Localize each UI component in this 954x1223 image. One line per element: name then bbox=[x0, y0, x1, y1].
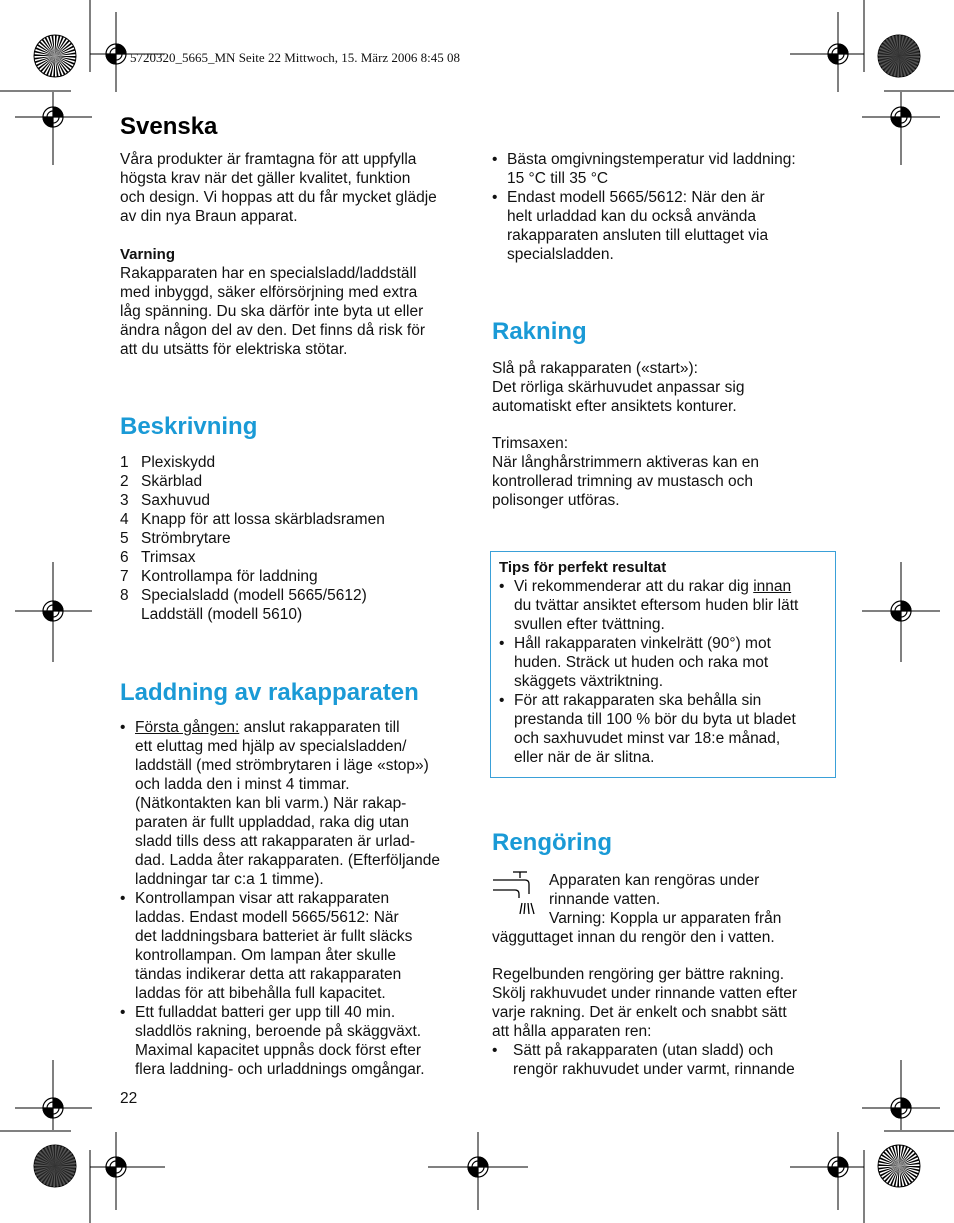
item-number: 7 bbox=[120, 568, 129, 585]
text-line: Bästa omgivningstemperatur vid laddning: bbox=[507, 151, 796, 168]
text-line: 15 °C till 35 °C bbox=[507, 170, 609, 187]
shaving-heading: Rakning bbox=[492, 318, 587, 345]
cleaning-warning-line: vägguttaget innan du rengör den i vatten. bbox=[492, 929, 775, 946]
bullet: • bbox=[492, 1042, 498, 1059]
text-line: automatiskt efter ansiktets konturer. bbox=[492, 398, 737, 415]
text-line: laddställ (med strömbrytaren i läge «stop») bbox=[135, 757, 429, 774]
charging-heading: Laddning av rakapparaten bbox=[120, 679, 419, 706]
bullet: • bbox=[120, 1004, 126, 1021]
list-item bbox=[492, 150, 796, 188]
text-line: tändas indikerar detta att rakapparaten bbox=[135, 966, 402, 983]
text-line: laddas. Endast modell 5665/5612: När bbox=[135, 909, 399, 926]
list-item bbox=[120, 453, 385, 472]
shaving-paragraph bbox=[492, 359, 744, 416]
bullet: • bbox=[499, 578, 505, 595]
description-heading: Beskrivning bbox=[120, 413, 258, 440]
list-item bbox=[120, 472, 385, 491]
text-line: Varning: Koppla ur apparaten från bbox=[549, 910, 782, 927]
text-line: att hålla apparaten ren: bbox=[492, 1023, 652, 1040]
parts-list bbox=[120, 453, 385, 624]
text-line: Håll rakapparaten vinkelrätt (90°) mot bbox=[514, 635, 771, 652]
text-line: Rakapparaten har en specialsladd/laddställ bbox=[120, 265, 417, 282]
starburst-mark-icon bbox=[34, 1145, 76, 1187]
tips-heading: Tips för perfekt resultat bbox=[499, 559, 667, 576]
text-line: laddas för att bibehålla full kapacitet. bbox=[135, 985, 386, 1002]
text-line: Endast modell 5665/5612: När den är bbox=[507, 189, 765, 206]
text-line: varje rakning. Det är enkelt och snabbt sätt bbox=[492, 1004, 787, 1021]
item-label: Specialsladd (modell 5665/5612) bbox=[141, 587, 367, 604]
text-line: flera laddning- och urladdnings omgångar. bbox=[135, 1061, 425, 1078]
text-line: huden. Sträck ut huden och raka mot bbox=[514, 654, 769, 671]
charging-list bbox=[120, 718, 440, 1079]
page-title: Svenska bbox=[120, 113, 218, 140]
text-line: dad. Ladda åter rakapparaten. (Efterföljande bbox=[135, 852, 441, 869]
text-line: ett eluttag med hjälp av specialsladden/ bbox=[135, 738, 407, 755]
left-column bbox=[120, 113, 470, 141]
text-line: Slå på rakapparaten («start»): bbox=[492, 360, 698, 377]
page-number: 22 bbox=[120, 1090, 138, 1107]
text-line: sladd tills dess att rakapparaten är urlad- bbox=[135, 833, 416, 850]
text-line: och ladda den i minst 4 timmar. bbox=[135, 776, 350, 793]
text-line: Vi rekommenderar att du rakar dig bbox=[514, 578, 754, 595]
item-number bbox=[120, 605, 141, 624]
text-line: (Nätkontakten kan bli varm.) När rakap- bbox=[135, 795, 407, 812]
text-line: och design. Vi hoppas att du får mycket glädje bbox=[120, 189, 437, 206]
text-line: och saxhuvudet minst var 18:e månad, bbox=[514, 730, 781, 747]
list-item bbox=[499, 577, 798, 634]
text-line: Trimsaxen: bbox=[492, 435, 569, 452]
item-label: Kontrollampa för laddning bbox=[141, 568, 318, 585]
starburst-mark-icon bbox=[878, 1145, 920, 1187]
item-label: Skärblad bbox=[141, 473, 203, 490]
text-line: helt urladdad kan du också använda bbox=[507, 208, 757, 225]
list-item bbox=[120, 1003, 440, 1079]
text-line: det laddningsbara batteriet är fullt släcks bbox=[135, 928, 413, 945]
text-line: ändra någon del av den. Det finns då risk för bbox=[120, 322, 426, 339]
text-line: av din nya Braun apparat. bbox=[120, 208, 298, 225]
bullet: • bbox=[499, 692, 505, 709]
bullet: • bbox=[120, 719, 126, 736]
list-item bbox=[492, 1041, 797, 1079]
text-line: att du utsätts för elektriska stötar. bbox=[120, 341, 348, 358]
item-number: 3 bbox=[120, 492, 129, 509]
text-line: För att rakapparaten ska behålla sin bbox=[514, 692, 762, 709]
item-number: 1 bbox=[120, 454, 129, 471]
list-item bbox=[120, 567, 385, 586]
starburst-mark-icon bbox=[34, 35, 76, 77]
item-number: 5 bbox=[120, 530, 129, 547]
text-line: anslut rakapparaten till bbox=[239, 719, 400, 736]
cleaning-paragraph bbox=[492, 965, 797, 1079]
text-line: med inbyggd, säker elförsörjning med extra bbox=[120, 284, 418, 301]
list-item bbox=[492, 188, 796, 264]
item-label: Trimsax bbox=[141, 549, 196, 566]
text-line: du tvättar ansiktet eftersom huden blir lätt bbox=[514, 597, 799, 614]
list-item bbox=[120, 491, 385, 510]
bullet: • bbox=[492, 189, 498, 206]
trimmer-paragraph bbox=[492, 434, 759, 510]
tips-content bbox=[499, 558, 798, 767]
text-line: Det rörliga skärhuvudet anpassar sig bbox=[492, 379, 745, 396]
bullet: • bbox=[120, 890, 126, 907]
text-line: laddningar tar c:a 1 timme). bbox=[135, 871, 324, 888]
text-line: Ett fulladdat batteri ger upp till 40 min. bbox=[135, 1004, 396, 1021]
text-line: skäggets växtriktning. bbox=[514, 673, 664, 690]
text-line: Skölj rakhuvudet under rinnande vatten efter bbox=[492, 985, 798, 1002]
charging-continued-list bbox=[492, 150, 796, 264]
list-item bbox=[120, 529, 385, 548]
item-label: Saxhuvud bbox=[141, 492, 210, 509]
cleaning-intro bbox=[549, 871, 781, 928]
list-item bbox=[499, 691, 798, 767]
text-line: Maximal kapacitet uppnås dock först efter bbox=[135, 1042, 422, 1059]
print-slug: 5720320_5665_MN Seite 22 Mittwoch, 15. März 2006 8:45 08 bbox=[130, 50, 461, 65]
list-item bbox=[120, 889, 440, 1003]
text-line: låg spänning. Du ska därför inte byta ut eller bbox=[120, 303, 424, 320]
list-item bbox=[120, 605, 385, 624]
text-line: Våra produkter är framtagna för att uppfylla bbox=[120, 151, 417, 168]
text-line: högsta krav när det gäller kvalitet, funktion bbox=[120, 170, 411, 187]
list-item bbox=[499, 634, 798, 691]
list-item bbox=[120, 510, 385, 529]
bullet: • bbox=[499, 635, 505, 652]
underlined-word: innan bbox=[753, 578, 792, 595]
text-line: polisonger utföras. bbox=[492, 492, 620, 509]
list-item bbox=[120, 586, 385, 605]
text-line: prestanda till 100 % bör du byta ut bladet bbox=[514, 711, 796, 728]
item-label: Strömbrytare bbox=[141, 530, 231, 547]
text-line: rengör rakhuvudet under varmt, rinnande bbox=[513, 1061, 795, 1078]
list-item bbox=[120, 548, 385, 567]
bullet: • bbox=[492, 151, 498, 168]
text-line: Apparaten kan rengöras under bbox=[549, 872, 760, 889]
text-line: När långhårstrimmern aktiveras kan en bbox=[492, 454, 760, 471]
item-label: Laddställ (modell 5610) bbox=[141, 606, 303, 623]
item-number: 2 bbox=[120, 473, 129, 490]
underlined-label: Första gången: bbox=[135, 719, 240, 736]
text-line: Kontrollampan visar att rakapparaten bbox=[135, 890, 390, 907]
list-item bbox=[120, 718, 440, 889]
text-line: Regelbunden rengöring ger bättre rakning. bbox=[492, 966, 785, 983]
text-line: eller när de är slitna. bbox=[514, 749, 655, 766]
warning-heading: Varning bbox=[120, 246, 176, 263]
item-number: 4 bbox=[120, 511, 129, 528]
text-line: sladdlös rakning, beroende på skäggväxt. bbox=[135, 1023, 422, 1040]
intro-paragraph bbox=[120, 150, 437, 226]
text-line: kontrollampan. Om lampan åter skulle bbox=[135, 947, 397, 964]
water-tap-icon bbox=[491, 870, 541, 918]
cleaning-heading: Rengöring bbox=[492, 829, 612, 856]
text-line: svullen efter tvättning. bbox=[514, 616, 665, 633]
text-line: kontrollerad trimning av mustasch och bbox=[492, 473, 754, 490]
item-number: 6 bbox=[120, 549, 129, 566]
text-line: rinnande vatten. bbox=[549, 891, 661, 908]
text-line: specialsladden. bbox=[507, 246, 614, 263]
text-line: paraten är fullt uppladdad, raka dig utan bbox=[135, 814, 410, 831]
item-number: 8 bbox=[120, 587, 129, 604]
text-line: Sätt på rakapparaten (utan sladd) och bbox=[513, 1042, 774, 1059]
warning-section bbox=[120, 245, 425, 359]
text-line: rakapparaten ansluten till eluttaget via bbox=[507, 227, 769, 244]
starburst-mark-icon bbox=[878, 35, 920, 77]
item-label: Knapp för att lossa skärbladsramen bbox=[141, 511, 385, 528]
item-label: Plexiskydd bbox=[141, 454, 216, 471]
